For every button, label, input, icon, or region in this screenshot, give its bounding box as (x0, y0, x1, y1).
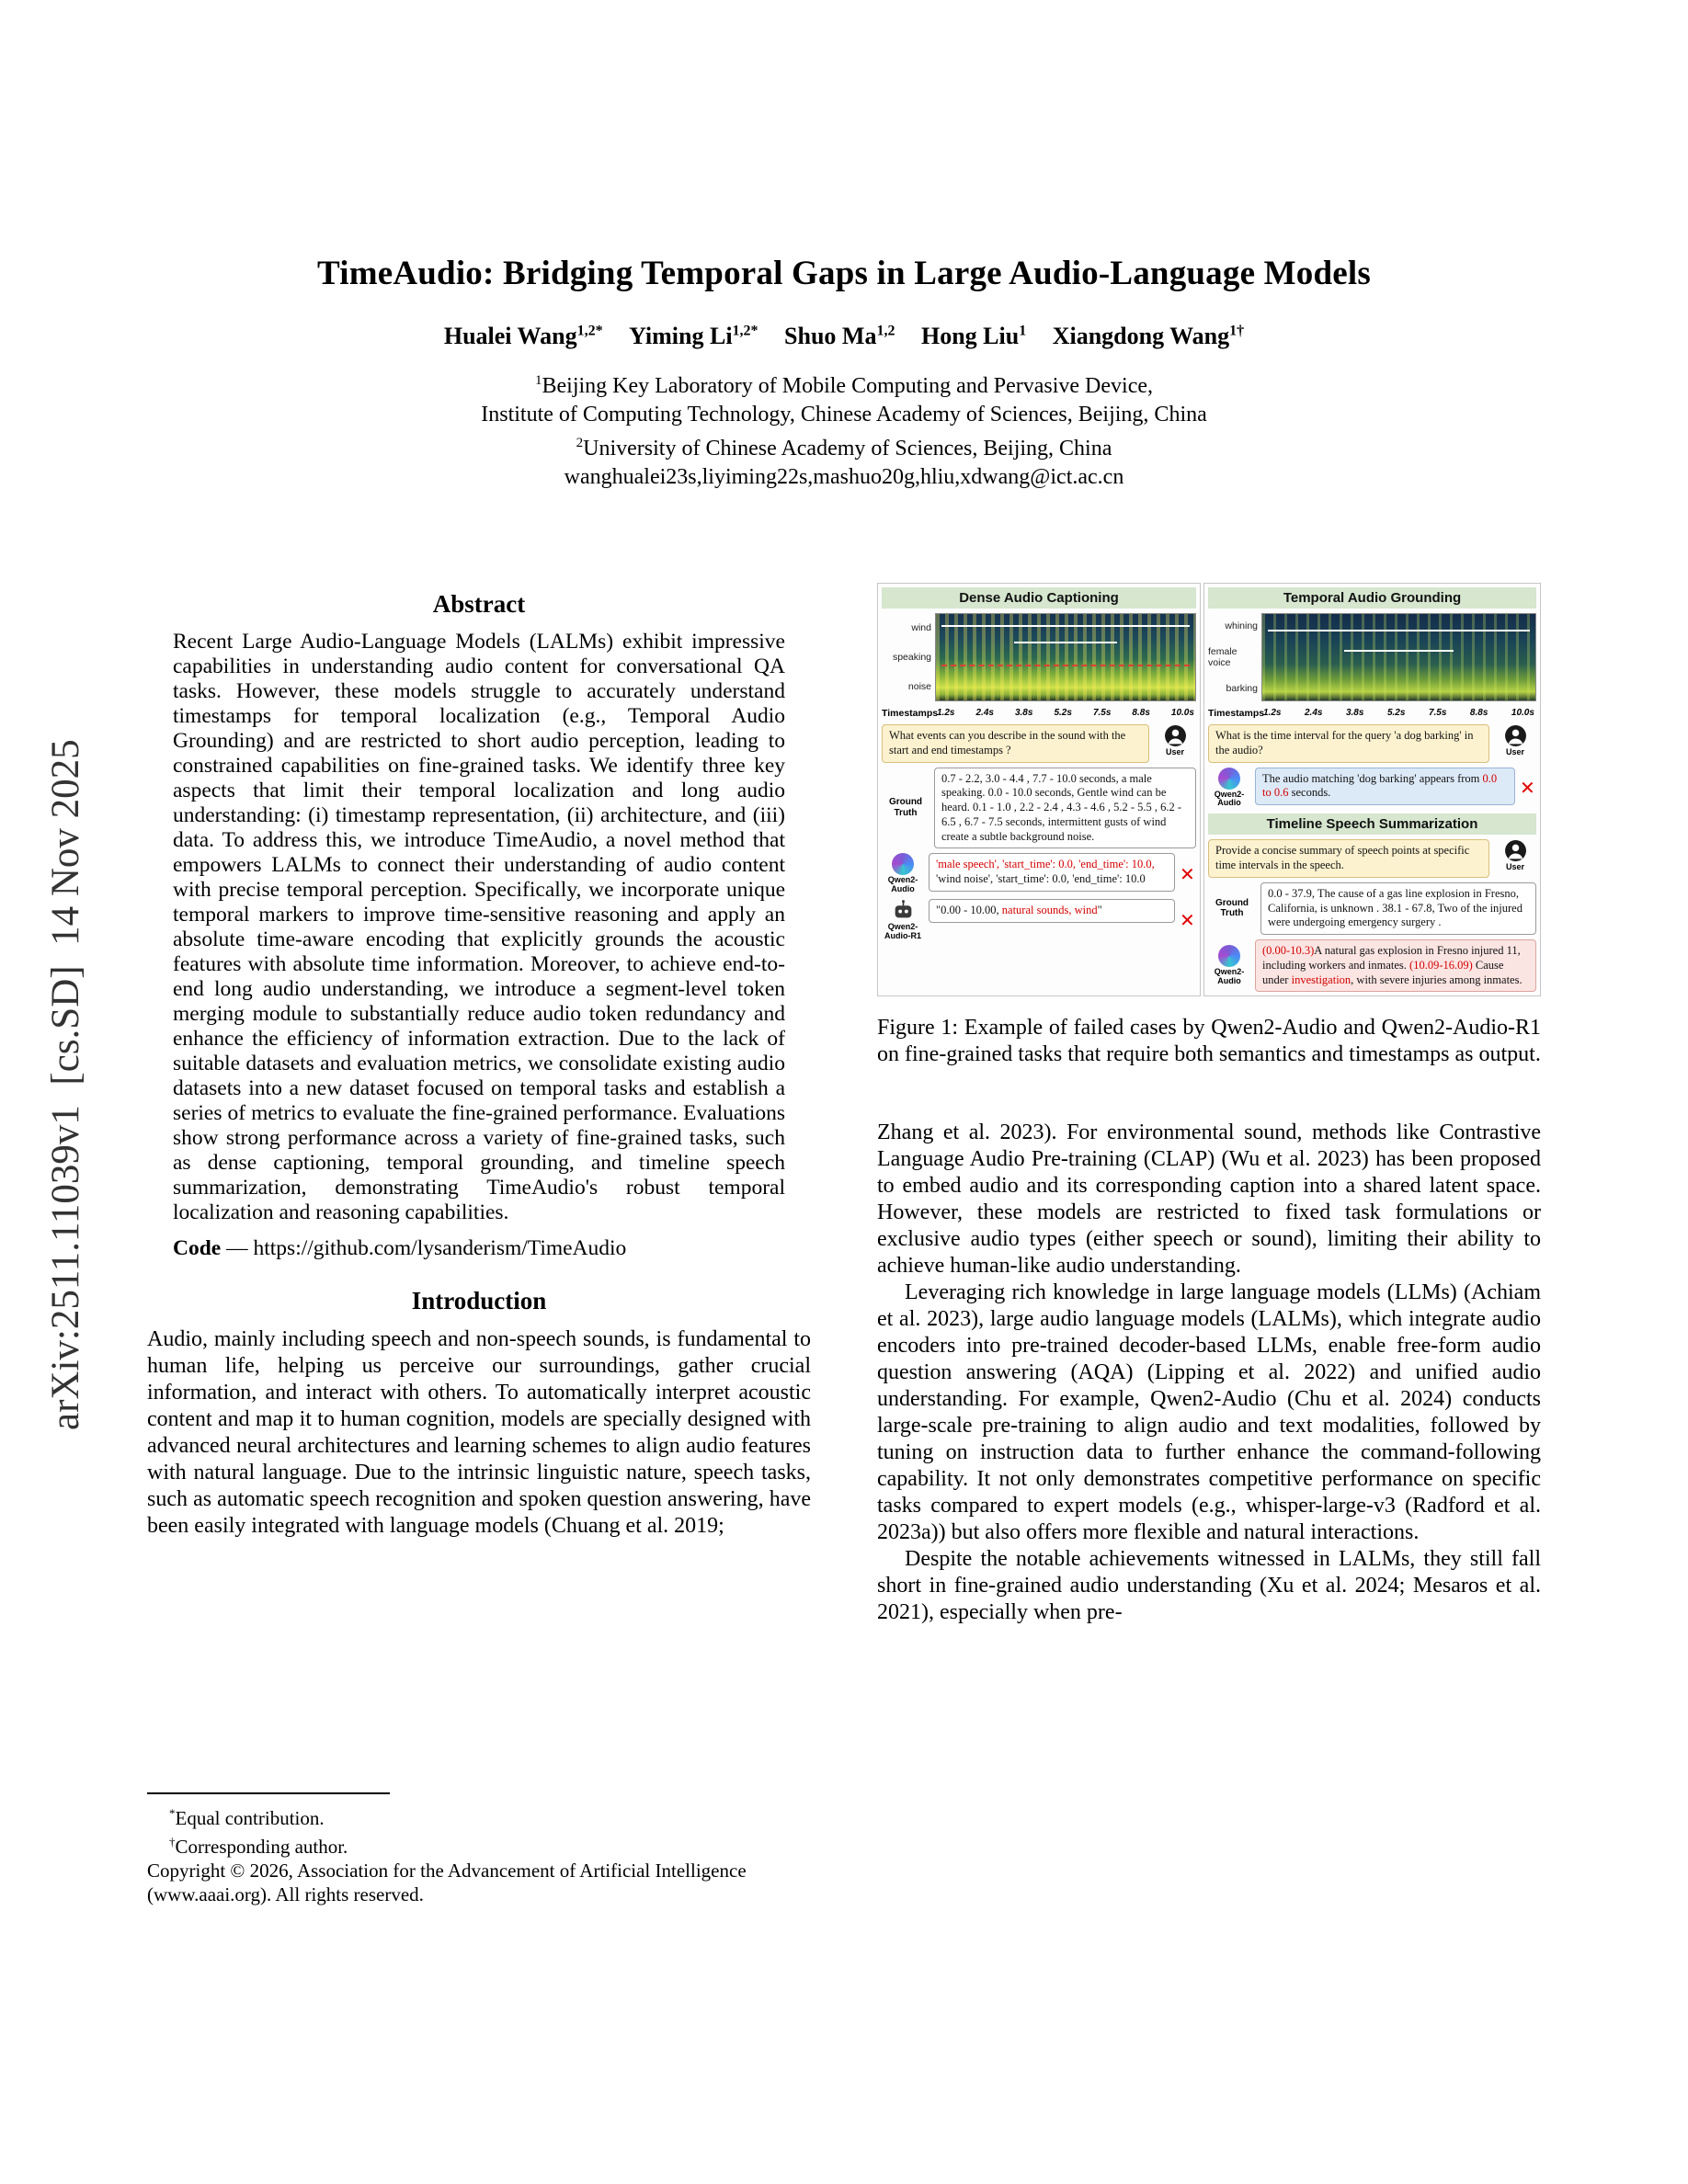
footnote-corresponding-author: †Corresponding author. (169, 1835, 348, 1858)
panel-temporal-grounding (1203, 583, 1541, 996)
user-icon (1504, 724, 1527, 747)
qwen2-audio-icon (1218, 768, 1240, 790)
author-4: Hong Liu$^1$ (920, 323, 1027, 349)
ground-truth-row-dense (882, 768, 1196, 849)
qwen2-audio-answer-dense: 'male speech', 'start_time': 0.0, 'end_time': 10.0, 'wind noise', 'start_time': 0.0, 'end_time': 10.0 (929, 853, 1175, 892)
spectrogram-dense-image (935, 613, 1196, 701)
spectrogram-labels-dense: wind speaking noise (892, 622, 931, 692)
qwen2-audio-r1-row-dense (882, 899, 1196, 941)
qwen2-audio-answer-grounding: The audio matching 'dog barking' appears from 0.0 to 0.6 seconds. (1255, 768, 1515, 806)
annotation-line (1014, 642, 1118, 643)
ground-truth-dense: 0.7 - 2.2, 3.0 - 4.4 , 7.7 - 10.0 seconds, a male speaking. 0.0 - 10.0 seconds, Gentle wind can be heard. 0.1 - 1.0 , 2.2 - 2.4 , 4.3 - 4.6 , 5.2 - 5.5 , 6.2 - 6.5 , 6.7 - 7.5 seconds, intermittent gusts of wind create a subtle background noise. (934, 768, 1196, 849)
user-icon (1504, 839, 1527, 862)
annotation-line (1268, 630, 1530, 631)
affiliation-email-line: wanghualei23s,liyiming22s,mashuo20g,hliu,xdwang@ict.ac.cn (564, 465, 1124, 489)
ground-truth-label: Ground Truth (1215, 897, 1249, 919)
qwen2-audio-icon (1218, 945, 1240, 967)
abstract-body: Recent Large Audio-Language Models (LALMs) exhibit impressive capabilities in understanding audio content for conversational QA tasks. However, these models struggle to accurately understand timestamps for temporal localization (e.g., Temporal Audio Grounding) and are restricted to short audio perception, leading to constrained capabilities on fine-grained tasks. We identify three key aspects that limit their temporal localization and long audio understanding: (i) timestamp representation, (ii) architecture, and (iii) data. To address this, we introduce TimeAudio, a novel method that empowers LALMs to connect their understanding of audio content with precise temporal perception. Specifically, we incorporate unique temporal markers to improve time-sensitive reasoning and apply an absolute time-aware encoding that explicitly grounds the acoustic features with absolute time information. Moreover, to achieve end-to-end long audio understanding, we introduce a segment-level token merging module to substantially reduce audio token redundancy and enhance the efficiency of information extraction. Due to the lack of suitable datasets and evaluation metrics, we consolidate existing audio datasets into a new dataset focused on temporal tasks and establish a series of metrics to evaluate the fine-grained performance. Evaluations show strong performance across a variety of fine-grained tasks, such as dense captioning, temporal grounding, and timeline speech summarization, demonstrating TimeAudio's robust temporal localization and reasoning capabilities. (173, 630, 785, 1224)
timestamps-row-dense: Timestamps 1.2s 2.4s 3.8s 5.2s 7.5s 8.8s 10.0s (882, 706, 1196, 720)
annotation-line (941, 625, 1191, 627)
footnote-equal-contribution: *Equal contribution. (169, 1806, 325, 1829)
figure-1-caption: Figure 1: Example of failed cases by Qwen2-Audio and Qwen2-Audio-R1 on fine-grained tasks that require both semantics and timestamps as output. (877, 1016, 1541, 1067)
user-actor: User (1494, 839, 1536, 872)
ground-truth-summarization: 0.0 - 37.9, The cause of a gas line explosion in Fresno, California, is unknown . 38.1 - 67.8, Two of the injured were undergoing emergency surgery . (1260, 882, 1536, 935)
author-3: Shuo Ma$^{1,2}$ (784, 323, 895, 349)
annotation-line (941, 665, 1191, 666)
qwen2-audio-actor: Qwen2-Audio (1208, 768, 1250, 809)
qwen2-audio-answer-summarization: (0.00-10.3)A natural gas explosion in Fresno injured 11, including workers and inmates. (10.09-16.09) Cause under investigation, with severe injuries among inmates. (1255, 939, 1536, 992)
paper-title: TimeAudio: Bridging Temporal Gaps in Large Audio-Language Models (317, 255, 1371, 292)
qwen2-audio-actor: Qwen2-Audio (1208, 945, 1250, 986)
qwen2-audio-r1-actor: Qwen2-Audio-R1 (882, 899, 924, 941)
timestamps-row-grounding: Timestamps 1.2s 2.4s 3.8s 5.2s 7.5s 8.8s 10.0s (1208, 706, 1536, 720)
affiliation-line-2: Institute of Computing Technology, Chinese Academy of Sciences, Beijing, China (481, 403, 1207, 427)
qwen2-audio-row-grounding (1208, 768, 1536, 809)
qwen2-audio-r1-answer-dense: "0.00 - 10.00, natural sounds, wind" (929, 899, 1175, 923)
body-paragraph-1: Zhang et al. 2023). For environmental sound, methods like Contrastive Language Audio Pre-training (CLAP) (Wu et al. 2023) has been proposed to embed audio and its corresponding caption into a shared latent space. However, these models are restricted to fixed task formulations or exclusive audio types (either speech or sound), limiting their ability to achieve human-like audio understanding. (877, 1120, 1541, 1279)
incorrect-mark: ✕ (1180, 908, 1195, 931)
affiliation-line-1: $^1$Beijing Key Laboratory of Mobile Computing and Pervasive Device, (534, 373, 1153, 398)
spectrogram-row-grounding (1208, 613, 1536, 701)
spectrogram-grounding-image (1261, 613, 1536, 701)
right-column (877, 583, 1541, 1626)
introduction-paragraph: Audio, mainly including speech and non-speech sounds, is fundamental to human life, helping us perceive our surroundings, gather crucial information, and interact with others. To automatically interpret acoustic content and map it to human cognition, models are specially designed with advanced neural architectures and learning schemes to align audio features with natural language. Due to the intrinsic linguistic nature, speech tasks, such as automatic speech recognition and spoken question answering, have been easily integrated with language models (Chuang et al. 2019; (147, 1327, 811, 1538)
abstract-heading: Abstract (432, 590, 526, 618)
introduction-heading: Introduction (411, 1287, 547, 1314)
user-actor: User (1494, 724, 1536, 757)
ground-truth-label: Ground Truth (888, 797, 923, 818)
incorrect-mark: ✕ (1180, 862, 1195, 885)
spectrogram-labels-grounding: whining female voice barking (1208, 620, 1258, 694)
author-1: Hualei Wang$^{1,2*}$ (443, 323, 603, 349)
panel-header-summarization: Timeline Speech Summarization (1208, 813, 1536, 835)
code-label: Code (173, 1236, 222, 1260)
left-column (147, 590, 811, 1540)
tick-labels: 1.2s 2.4s 3.8s 5.2s 7.5s 8.8s 10.0s (1263, 708, 1534, 718)
panel-header-grounding: Temporal Audio Grounding (1208, 587, 1536, 609)
authors-line (0, 323, 1688, 350)
qwen2-audio-actor: Qwen2-Audio (882, 853, 924, 894)
author-2: Yiming $Li^{1,2*}$ (629, 323, 758, 349)
panel-header-dense: Dense Audio Captioning (882, 587, 1196, 609)
code-line (173, 1236, 785, 1261)
robot-icon (892, 899, 915, 922)
tick-labels: 1.2s 2.4s 3.8s 5.2s 7.5s 8.8s 10.0s (937, 708, 1194, 718)
footnote-rule (147, 1792, 390, 1794)
user-actor: User (1154, 724, 1196, 757)
user-question-summarization: Provide a concise summary of speech points at specific time intervals in the speech. (1208, 839, 1489, 878)
qwen2-audio-row-dense (882, 853, 1196, 894)
user-question-row-dense (882, 724, 1196, 763)
affiliations (0, 367, 1688, 492)
affiliation-line-3: $^2$University of Chinese Academy of Sciences, Beijing, China (576, 436, 1112, 461)
user-question-row-summarization (1208, 839, 1536, 878)
title-block (0, 254, 1688, 492)
figure-1 (877, 583, 1541, 996)
spectrogram-row-dense (882, 613, 1196, 701)
qwen2-audio-row-summarization (1208, 939, 1536, 992)
user-question-dense: What events can you describe in the sound with the start and end timestamps ? (882, 724, 1149, 763)
arxiv-watermark: arXiv:2511.11039v1 [cs.SD] 14 Nov 2025 (44, 739, 87, 1430)
code-link[interactable]: — https://github.com/lysanderism/TimeAudio (221, 1236, 627, 1260)
ground-truth-row-summarization (1208, 882, 1536, 935)
qwen2-audio-icon (892, 853, 914, 875)
body-paragraph-3: Despite the notable achievements witnessed in LALMs, they still fall short in fine-grained audio understanding (Xu et al. 2024; Mesaros et al. 2021), especially when pre- (877, 1547, 1541, 1625)
annotation-line (1344, 650, 1454, 652)
author-5: Xiangdong Wang$^{1\dagger}$ (1052, 323, 1245, 349)
user-icon (1164, 724, 1187, 747)
footnote-copyright: Copyright © 2026, Association for the Advancement of Artificial Intelligence (www.aaai.org). All rights reserved. (147, 1860, 747, 1905)
incorrect-mark: ✕ (1520, 776, 1535, 799)
user-question-row-grounding (1208, 724, 1536, 763)
body-paragraph-2: Leveraging rich knowledge in large language models (LLMs) (Achiam et al. 2023), large audio language models (LALMs), which integrate audio encoders into pre-trained decoder-based LLMs, enable free-form audio question answering (AQA) (Lipping et al. 2022) and unified audio understanding. For example, Qwen2-Audio (Chu et al. 2024) conducts large-scale pre-training to align audio and text modalities, followed by tuning on instruction data to further enhance the command-following capability. It not only demonstrates competitive performance on specific tasks compared to expert models (e.g., whisper-large-v3 (Radford et al. 2023a)) but also offers more flexible and natural interactions. (877, 1280, 1541, 1545)
panel-dense-audio-captioning (877, 583, 1201, 996)
user-question-grounding: What is the time interval for the query 'a dog barking' in the audio? (1208, 724, 1489, 763)
footnotes (147, 1792, 811, 1906)
